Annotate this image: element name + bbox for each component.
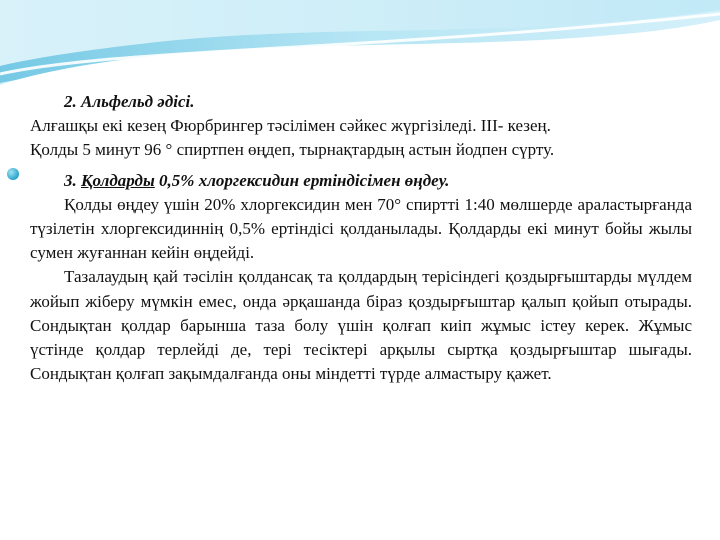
section-2-heading: 2. Альфельд әдісі.	[64, 92, 195, 111]
heading-underlined-word: Қолдарды	[81, 170, 155, 190]
bullet-icon	[7, 168, 19, 180]
section-3-paragraph-2: Тазалаудың қай тәсілін қолдансақ та қолдардың терісіндегі қоздырғыштарды мүлдем жойып жіберу мүмкін емес, онда әрқашанда біраз қоздырғыштар қалып қойып отырады. Сондықтан қолдар барынша таза болу үшін қолғап киіп жұмыс істеу керек. Жұмыс үстінде қолдар терлейді де, тері тесіктері арқылы сыртқа қоздырғыштар шығады. Сондықтан қолғап зақымдалғанда оны міндетті түрде алмастыру қажет.	[30, 267, 692, 384]
document-body	[30, 90, 692, 386]
heading-rest: 0,5% хлоргексидин ертіндісімен өңдеу.	[154, 170, 450, 190]
section-3-paragraph-1: Қолды өңдеу үшін 20% хлоргексидин мен 70° спиртті 1:40 мөлшерде араластырғанда түзілетін хлоргексидиннің 0,5% ертіндісі қолданылады. Қолдарды екі минут бойы жылы сумен жуғаннан кейін өңдейді.	[30, 194, 692, 263]
section-2-line-2: Қолды 5 минут 96 ° спиртпен өңдеп, тырнақтардың астын йодпен сүрту.	[30, 140, 555, 160]
section-2-line-1: Алғашқы екі кезең Фюрбрингер тәсілімен сәйкес жүргізіледі. ІІІ- кезең.	[30, 116, 551, 136]
header-wave-decoration	[0, 0, 720, 90]
heading-number: 3.	[64, 170, 81, 190]
section-3-heading	[30, 169, 692, 193]
